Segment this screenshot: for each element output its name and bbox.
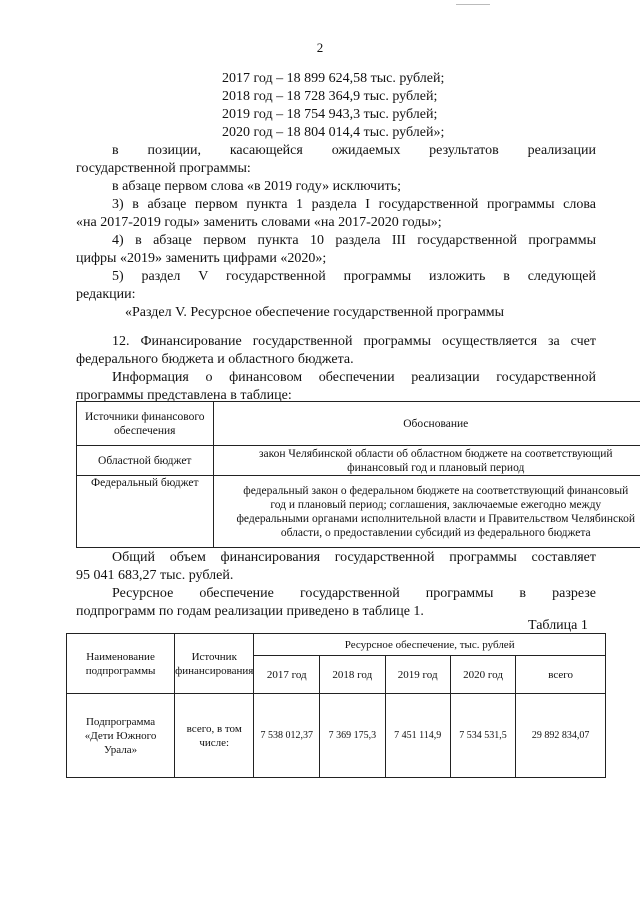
source-regional: Областной бюджет	[77, 446, 214, 476]
header-subprogram: Наименование подпрограммы	[67, 634, 175, 694]
table-1-caption: Таблица 1	[528, 618, 588, 633]
item-5: 5) раздел V государственной программы изложить в следующей	[112, 269, 596, 284]
resources-table-header	[67, 634, 606, 656]
item-3-cont: «на 2017-2019 годы» заменить словами «на 2017-2020 годы»;	[76, 215, 442, 230]
value-2018: 7 369 175,3	[320, 694, 385, 778]
info-paragraph-cont: программы представлена в таблице:	[76, 388, 292, 403]
table-row	[77, 476, 640, 548]
value-2019: 7 451 114,9	[385, 694, 450, 778]
item-5-cont: редакции:	[76, 287, 136, 302]
resource-paragraph: Ресурсное обеспечение государственной программы в разрезе	[112, 586, 596, 601]
budget-line-2019: 2019 год – 18 754 943,3 тыс. рублей;	[222, 107, 438, 122]
basis-federal: федеральный закон о федеральном бюджете на соответствующий финансовый год и плановый период; соглашения, заключаемые ежегодно между федеральными органами исполнительной власти и Правительством Челябинской области, о предоставлении субсидий из федерального бюджета	[213, 476, 640, 548]
scan-mark	[456, 4, 490, 5]
table-row	[77, 446, 640, 476]
header-basis: Обоснование	[213, 402, 640, 446]
basis-regional: закон Челябинской области об областном бюджете на соответствующий финансовый год и плановый период	[213, 446, 640, 476]
item-4-cont: цифры «2019» заменить цифрами «2020»;	[76, 251, 327, 266]
page-number: 2	[316, 40, 324, 55]
resources-table	[66, 633, 606, 778]
header-year-2019: 2019 год	[385, 656, 450, 694]
funding-source: всего, в том числе:	[175, 694, 254, 778]
results-paragraph-cont: государственной программы:	[76, 161, 251, 176]
section-title: «Раздел V. Ресурсное обеспечение государственной программы	[125, 305, 505, 320]
subprogram-name: Подпрограмма «Дети Южного Урала»	[67, 694, 175, 778]
header-total: всего	[516, 656, 606, 694]
source-federal: Федеральный бюджет	[77, 476, 214, 548]
item-3: 3) в абзаце первом пункта 1 раздела I государственной программы слова	[112, 197, 596, 212]
resource-paragraph-cont: подпрограмм по годам реализации приведено в таблице 1.	[76, 604, 424, 619]
budget-line-2018: 2018 год – 18 728 364,9 тыс. рублей;	[222, 89, 438, 104]
header-year-2020: 2020 год	[450, 656, 515, 694]
header-sources: Источники финансового обеспечения	[77, 402, 214, 446]
header-funding-source: Источник финансирования	[175, 634, 254, 694]
header-resources: Ресурсное обеспечение, тыс. рублей	[254, 634, 606, 656]
value-2017: 7 538 012,37	[254, 694, 320, 778]
paragraph-12: 12. Финансирование государственной программы осуществляется за счет	[112, 334, 596, 349]
value-total: 29 892 834,07	[516, 694, 606, 778]
item-4: 4) в абзаце первом пункта 10 раздела III государственной программы	[112, 233, 596, 248]
total-paragraph: Общий объем финансирования государственной программы составляет	[112, 550, 596, 565]
table-row	[67, 694, 606, 778]
sources-table-header	[77, 402, 640, 446]
total-paragraph-cont: 95 041 683,27 тыс. рублей.	[76, 568, 234, 583]
value-2020: 7 534 531,5	[450, 694, 515, 778]
budget-line-2020: 2020 год – 18 804 014,4 тыс. рублей»;	[222, 125, 445, 140]
header-year-2017: 2017 год	[254, 656, 320, 694]
sources-table	[76, 401, 640, 548]
budget-line-2017: 2017 год – 18 899 624,58 тыс. рублей;	[222, 71, 445, 86]
exclude-item: в абзаце первом слова «в 2019 году» исключить;	[112, 179, 401, 194]
info-paragraph: Информация о финансовом обеспечении реализации государственной	[112, 370, 596, 385]
paragraph-12-cont: федерального бюджета и областного бюджета.	[76, 352, 354, 367]
results-paragraph: в позиции, касающейся ожидаемых результатов реализации	[112, 143, 596, 158]
header-year-2018: 2018 год	[320, 656, 385, 694]
